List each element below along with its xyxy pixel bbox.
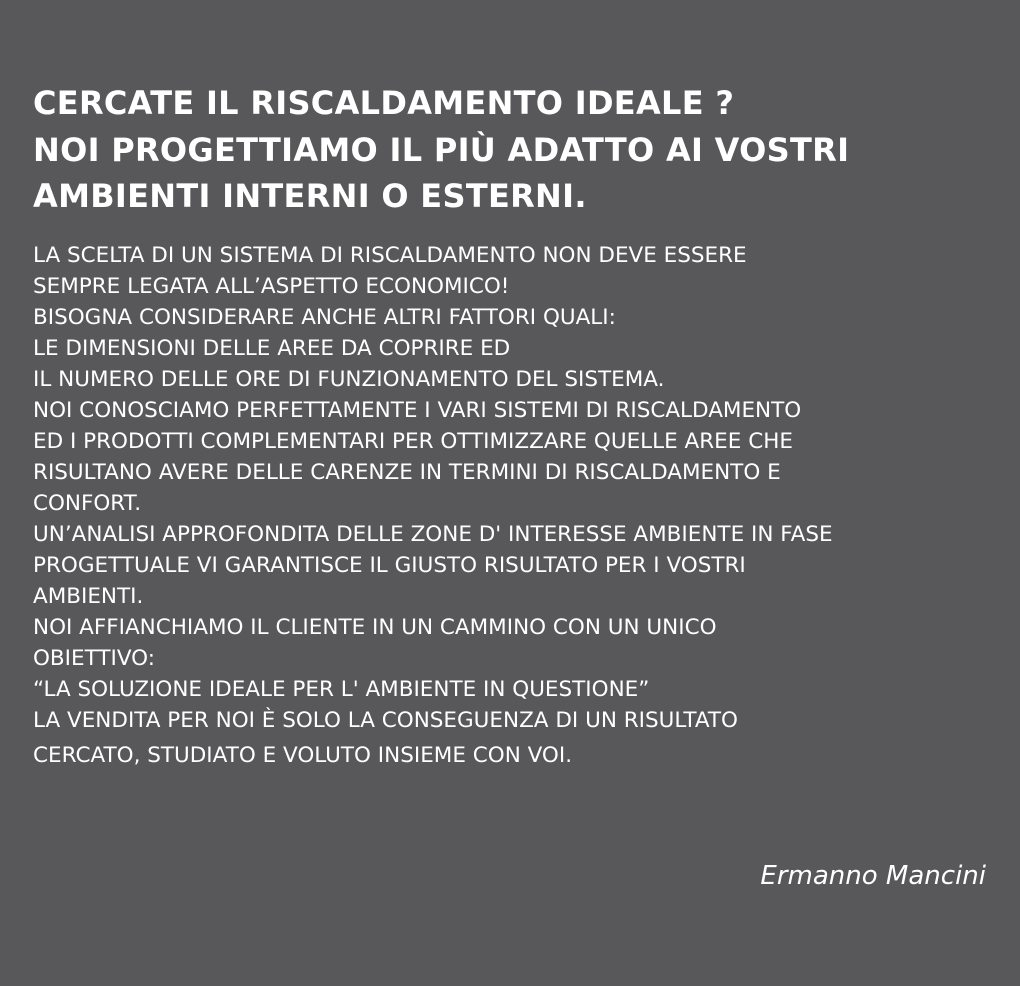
signature: Ermanno Mancini xyxy=(760,861,986,891)
body-line: ED I PRODOTTI COMPLEMENTARI PER OTTIMIZZARE QUELLE AREE CHE xyxy=(33,429,793,454)
body-line: UN’ANALISI APPROFONDITA DELLE ZONE D' INTERESSE AMBIENTE IN FASE xyxy=(33,522,833,547)
headline-line: CERCATE IL RISCALDAMENTO IDEALE ? xyxy=(33,84,735,122)
body-text xyxy=(33,240,1018,771)
headline xyxy=(33,80,1013,220)
body-line: NOI AFFIANCHIAMO IL CLIENTE IN UN CAMMINO CON UN UNICO xyxy=(33,615,717,640)
body-line: BISOGNA CONSIDERARE ANCHE ALTRI FATTORI QUALI: xyxy=(33,305,616,330)
body-line: LE DIMENSIONI DELLE AREE DA COPRIRE ED xyxy=(33,336,511,361)
body-line: IL NUMERO DELLE ORE DI FUNZIONAMENTO DEL SISTEMA. xyxy=(33,367,665,392)
headline-line: NOI PROGETTIAMO IL PIÙ ADATTO AI VOSTRI xyxy=(33,130,850,169)
body-line: LA SCELTA DI UN SISTEMA DI RISCALDAMENTO NON DEVE ESSERE xyxy=(33,243,747,268)
body-line: RISULTANO AVERE DELLE CARENZE IN TERMINI DI RISCALDAMENTO E xyxy=(33,460,781,485)
body-line: PROGETTUALE VI GARANTISCE IL GIUSTO RISULTATO PER I VOSTRI xyxy=(33,553,746,578)
body-line: CERCATO, STUDIATO E VOLUTO INSIEME CON VOI. xyxy=(33,743,573,768)
body-line: “LA SOLUZIONE IDEALE PER L' AMBIENTE IN QUESTIONE” xyxy=(33,677,650,702)
body-line: LA VENDITA PER NOI È SOLO LA CONSEGUENZA DI UN RISULTATO xyxy=(33,708,738,733)
body-line: CONFORT. xyxy=(33,491,142,516)
body-line: NOI CONOSCIAMO PERFETTAMENTE I VARI SISTEMI DI RISCALDAMENTO xyxy=(33,398,802,423)
headline-line: AMBIENTI INTERNI O ESTERNI. xyxy=(33,177,587,215)
body-line: AMBIENTI. xyxy=(33,584,144,609)
body-line: SEMPRE LEGATA ALL’ASPETTO ECONOMICO! xyxy=(33,274,510,299)
body-line: OBIETTIVO: xyxy=(33,646,155,671)
